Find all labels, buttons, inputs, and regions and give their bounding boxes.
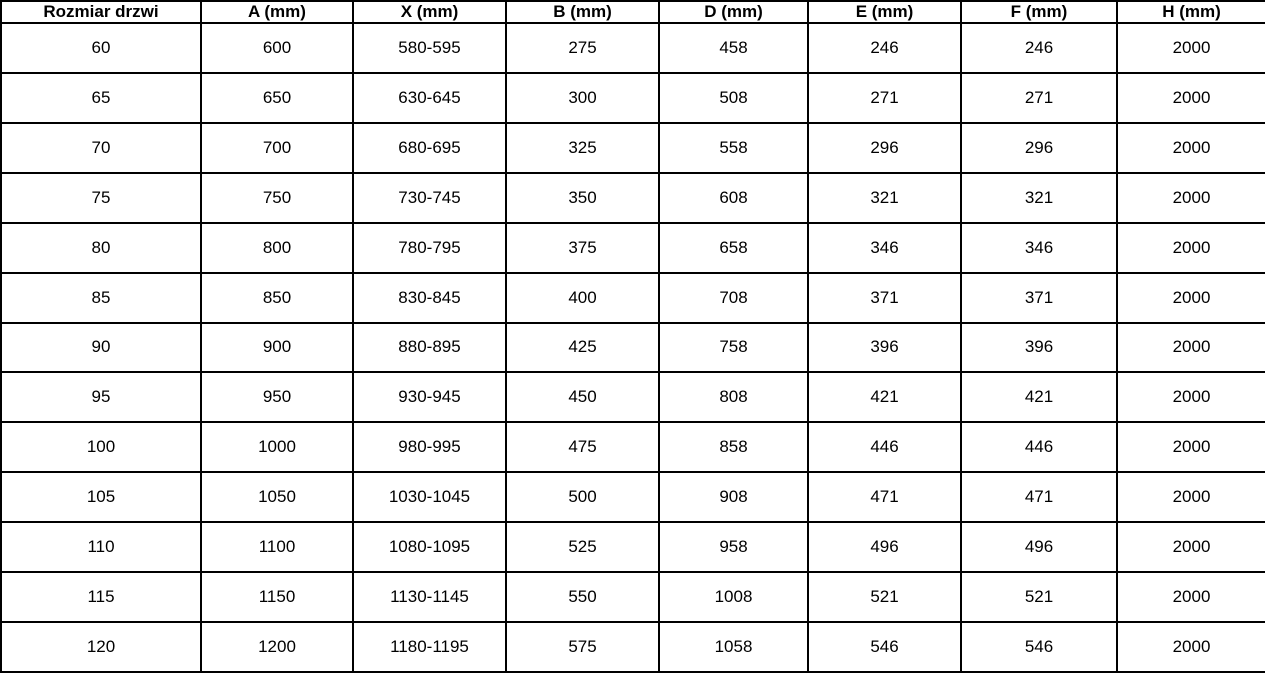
table-cell: 858 xyxy=(659,422,808,472)
table-row xyxy=(1,422,1265,472)
table-cell: 371 xyxy=(961,273,1117,323)
table-cell: 1180-1195 xyxy=(353,622,506,672)
table-cell: 750 xyxy=(201,173,353,223)
table-row xyxy=(1,223,1265,273)
column-header: A (mm) xyxy=(201,1,353,23)
table-row xyxy=(1,273,1265,323)
table-cell: 1200 xyxy=(201,622,353,672)
table-cell: 120 xyxy=(1,622,201,672)
table-cell: 1058 xyxy=(659,622,808,672)
table-cell: 105 xyxy=(1,472,201,522)
table-cell: 95 xyxy=(1,372,201,422)
table-cell: 396 xyxy=(808,323,961,373)
table-cell: 60 xyxy=(1,23,201,73)
table-cell: 2000 xyxy=(1117,23,1265,73)
table-cell: 830-845 xyxy=(353,273,506,323)
table-cell: 2000 xyxy=(1117,622,1265,672)
table-row xyxy=(1,472,1265,522)
table-cell: 421 xyxy=(808,372,961,422)
table-cell: 950 xyxy=(201,372,353,422)
table-cell: 658 xyxy=(659,223,808,273)
table-row xyxy=(1,572,1265,622)
table-cell: 80 xyxy=(1,223,201,273)
table-cell: 421 xyxy=(961,372,1117,422)
table-cell: 2000 xyxy=(1117,223,1265,273)
table-row xyxy=(1,522,1265,572)
table-cell: 980-995 xyxy=(353,422,506,472)
table-cell: 346 xyxy=(808,223,961,273)
column-header: X (mm) xyxy=(353,1,506,23)
table-cell: 375 xyxy=(506,223,659,273)
table-cell: 2000 xyxy=(1117,73,1265,123)
table-cell: 296 xyxy=(961,123,1117,173)
table-cell: 1000 xyxy=(201,422,353,472)
table-cell: 880-895 xyxy=(353,323,506,373)
column-header: B (mm) xyxy=(506,1,659,23)
table-cell: 558 xyxy=(659,123,808,173)
table-cell: 471 xyxy=(961,472,1117,522)
table-cell: 246 xyxy=(808,23,961,73)
table-cell: 2000 xyxy=(1117,273,1265,323)
table-cell: 2000 xyxy=(1117,323,1265,373)
table-cell: 75 xyxy=(1,173,201,223)
table-row xyxy=(1,323,1265,373)
table-cell: 400 xyxy=(506,273,659,323)
table-header-row xyxy=(1,1,1265,23)
table-cell: 321 xyxy=(961,173,1117,223)
table-cell: 246 xyxy=(961,23,1117,73)
table-cell: 1080-1095 xyxy=(353,522,506,572)
table-cell: 300 xyxy=(506,73,659,123)
table-cell: 575 xyxy=(506,622,659,672)
table-row xyxy=(1,23,1265,73)
table-cell: 346 xyxy=(961,223,1117,273)
table-cell: 100 xyxy=(1,422,201,472)
table-cell: 630-645 xyxy=(353,73,506,123)
table-cell: 275 xyxy=(506,23,659,73)
table-cell: 680-695 xyxy=(353,123,506,173)
table-cell: 115 xyxy=(1,572,201,622)
table-cell: 85 xyxy=(1,273,201,323)
table-cell: 546 xyxy=(961,622,1117,672)
table-cell: 508 xyxy=(659,73,808,123)
column-header: H (mm) xyxy=(1117,1,1265,23)
table-cell: 110 xyxy=(1,522,201,572)
table-cell: 908 xyxy=(659,472,808,522)
table-cell: 1008 xyxy=(659,572,808,622)
table-cell: 930-945 xyxy=(353,372,506,422)
table-cell: 90 xyxy=(1,323,201,373)
table-cell: 708 xyxy=(659,273,808,323)
table-cell: 425 xyxy=(506,323,659,373)
table-row xyxy=(1,372,1265,422)
table-cell: 700 xyxy=(201,123,353,173)
table-cell: 70 xyxy=(1,123,201,173)
table-cell: 446 xyxy=(808,422,961,472)
table-cell: 600 xyxy=(201,23,353,73)
table-cell: 1150 xyxy=(201,572,353,622)
table-cell: 271 xyxy=(808,73,961,123)
table-cell: 546 xyxy=(808,622,961,672)
table-cell: 350 xyxy=(506,173,659,223)
table-cell: 2000 xyxy=(1117,123,1265,173)
table-cell: 2000 xyxy=(1117,472,1265,522)
table-cell: 396 xyxy=(961,323,1117,373)
table-cell: 1130-1145 xyxy=(353,572,506,622)
column-header: F (mm) xyxy=(961,1,1117,23)
table-cell: 521 xyxy=(961,572,1117,622)
column-header: E (mm) xyxy=(808,1,961,23)
column-header: Rozmiar drzwi xyxy=(1,1,201,23)
table-cell: 446 xyxy=(961,422,1117,472)
table-cell: 650 xyxy=(201,73,353,123)
table-cell: 2000 xyxy=(1117,173,1265,223)
table-cell: 580-595 xyxy=(353,23,506,73)
table-cell: 900 xyxy=(201,323,353,373)
table-cell: 450 xyxy=(506,372,659,422)
table-cell: 475 xyxy=(506,422,659,472)
table-cell: 65 xyxy=(1,73,201,123)
table-cell: 2000 xyxy=(1117,522,1265,572)
table-cell: 296 xyxy=(808,123,961,173)
table-cell: 1100 xyxy=(201,522,353,572)
table-cell: 1050 xyxy=(201,472,353,522)
table-row xyxy=(1,73,1265,123)
table-cell: 608 xyxy=(659,173,808,223)
table-cell: 496 xyxy=(961,522,1117,572)
column-header: D (mm) xyxy=(659,1,808,23)
table-row xyxy=(1,173,1265,223)
table-cell: 2000 xyxy=(1117,572,1265,622)
table-cell: 780-795 xyxy=(353,223,506,273)
table-cell: 271 xyxy=(961,73,1117,123)
table-cell: 550 xyxy=(506,572,659,622)
table-cell: 525 xyxy=(506,522,659,572)
table-row xyxy=(1,123,1265,173)
table-cell: 471 xyxy=(808,472,961,522)
table-cell: 1030-1045 xyxy=(353,472,506,522)
table-cell: 850 xyxy=(201,273,353,323)
table-cell: 808 xyxy=(659,372,808,422)
table-cell: 371 xyxy=(808,273,961,323)
table-cell: 2000 xyxy=(1117,372,1265,422)
table-cell: 325 xyxy=(506,123,659,173)
table-cell: 958 xyxy=(659,522,808,572)
table-cell: 2000 xyxy=(1117,422,1265,472)
table-cell: 730-745 xyxy=(353,173,506,223)
table-cell: 521 xyxy=(808,572,961,622)
table-cell: 758 xyxy=(659,323,808,373)
table-row xyxy=(1,622,1265,672)
table-cell: 458 xyxy=(659,23,808,73)
table-cell: 800 xyxy=(201,223,353,273)
table-cell: 321 xyxy=(808,173,961,223)
table-cell: 496 xyxy=(808,522,961,572)
table-cell: 500 xyxy=(506,472,659,522)
